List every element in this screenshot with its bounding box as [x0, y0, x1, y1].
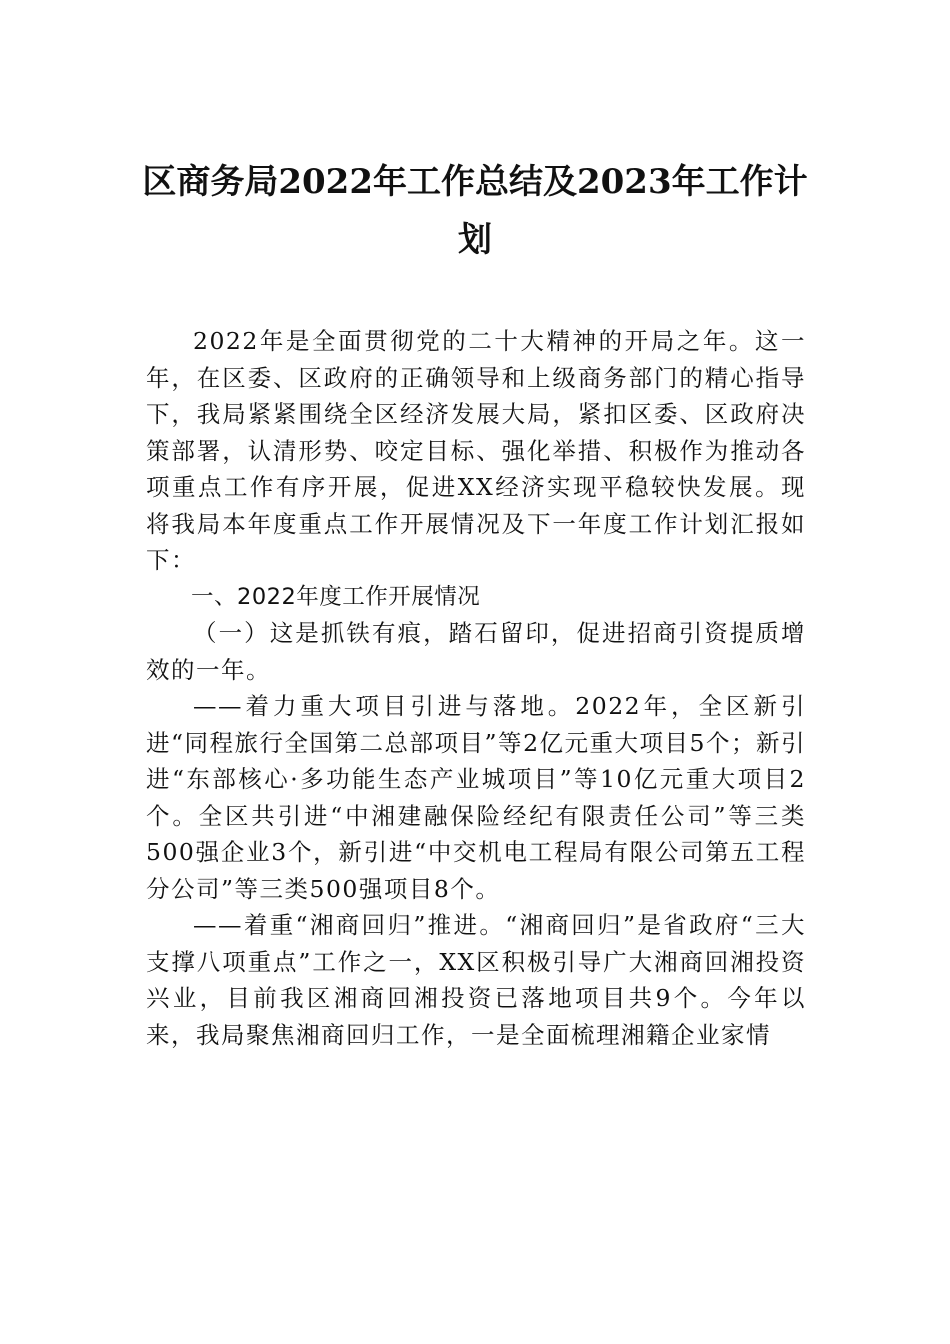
subsection-heading: （一）这是抓铁有痕，踏石留印，促进招商引资提质增效的一年。 [146, 619, 806, 684]
body-paragraph: ——着重“湘商回归”推进。“湘商回归”是省政府“三大支撑八项重点”工作之一，XX区积极引导广大湘商回湘投资兴业，目前我区湘商回湘投资已落地项目共9个。今年以来，我局聚焦湘商回归工作，一是全面梳理湘籍企业家情 [146, 911, 806, 1049]
body-paragraph: ——着力重大项目引进与落地。2022年，全区新引进“同程旅行全国第二总部项目”等2亿元重大项目5个；新引进“东部核心·多功能生态产业城项目”等10亿元重大项目2个。全区共引进“中湘建融保险经纪有限责任公司”等三类500强企业3个，新引进“中交机电工程局有限公司第五工程分公司”等三类500强项目8个。 [146, 692, 806, 903]
document-title: 区商务局2022年工作总结及2023年工作计划 [142, 162, 808, 260]
intro-paragraph: 2022年是全面贯彻党的二十大精神的开局之年。这一年，在区委、区政府的正确领导和上级商务部门的精心指导下，我局紧紧围绕全区经济发展大局，紧扣区委、区政府决策部署，认清形势、咬定目标、强化举措、积极作为推动各项重点工作有序开展，促进XX经济实现平稳较快发展。现将我局本年度重点工作开展情况及下一年度工作计划汇报如下： [146, 327, 806, 574]
document-body [146, 323, 806, 1053]
section-heading: 一、2022年度工作开展情况 [191, 583, 481, 610]
